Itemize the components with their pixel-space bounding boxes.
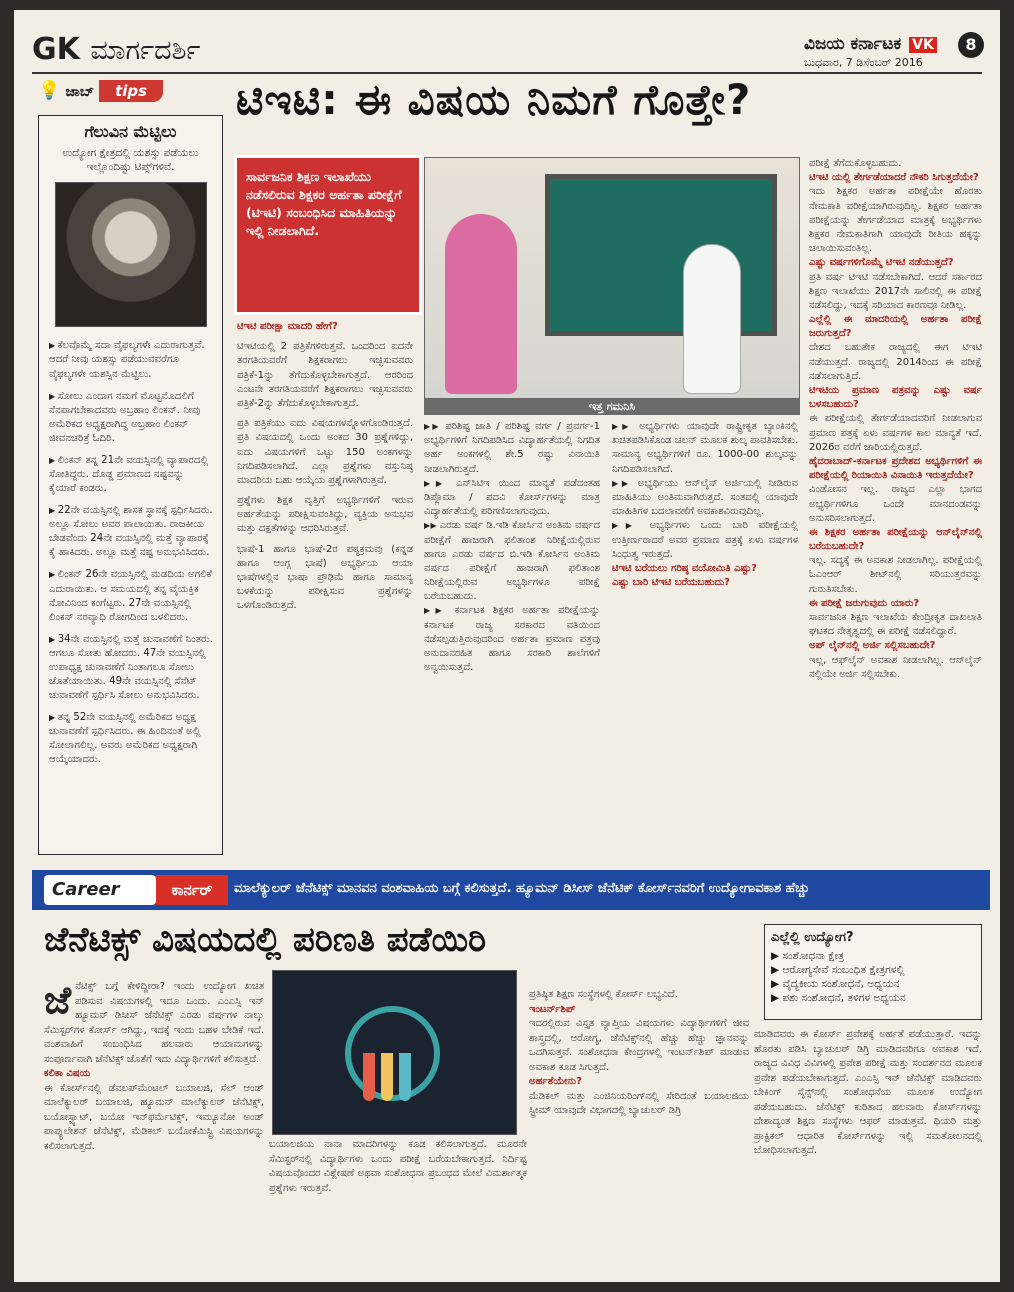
tip-item: ▶ ತನ್ನ 52ನೇ ವಯಸ್ಸಿನಲ್ಲಿ ಅಮೆರಿಕದ ಅಧ್ಯಕ್ಷ ಚುನಾವಣೆಗೆ ಸ್ಪರ್ಧಿಸಿದರು. ಈ ಹಿಂದಿನಂತೆ ಅಲ್ಲಿ ಸೋಲಾಗಲಿಲ್ಲ. ಅವರು ಅಮೆರಿಕದ ಅಧ್ಯಕ್ಷರಾಗಿ ಆಯ್ಕೆಯಾದರು.: [49, 711, 214, 767]
subheading: ಇಂಟರ್ನ್‌ಶಿಪ್: [529, 1003, 576, 1015]
classroom-photo: [424, 157, 800, 399]
answer: ಇಲ್ಲ. ಸದ್ಯಕ್ಕೆ ಈ ಅವಕಾಶ ನೀಡಲಾಗಿಲ್ಲ. ಪರೀಕ್ಷೆಯಲ್ಲಿ ಓಎಂಆರ್ ಶೀಟ್‌ನಲ್ಲಿ ಸರಿಯುತ್ತರವನ್ನು ಗುರುತಿಸಬೇಕು.: [809, 555, 982, 595]
tip-item: ▶ ಕೆಲವೊಮ್ಮೆ ಸದಾ ವೈಫಲ್ಯಗಳೇ ಎದುರಾಗುತ್ತವೆ. ಆದರೆ ನೀವು ಯಶಸ್ಸು ಪಡೆಯುವವರೆಗೂ ವೈಫಲ್ಯಗಳೇ ಯಶಸ್ಸಿನ ಮೆಟ್ಟಿಲು.: [49, 339, 214, 381]
main-headline: ಟಿಇಟಿ: ಈ ವಿಷಯ ನಿಮಗೆ ಗೊತ್ತೇ?: [236, 75, 752, 124]
gk-title: [32, 32, 200, 67]
article-column-mid: [237, 320, 413, 856]
test-tube-icon: [381, 1053, 393, 1101]
answer: ಇಲ್ಲ, ಆಫ್‌ಲೈನ್ ಅವಕಾಶ ನೀಡಲಾಗಿಲ್ಲ. ಆನ್‌ಲೈನ್ ನಲ್ಲಿಯೇ ಅರ್ಜಿ ಸಲ್ಲಿಸಬೇಕು.: [809, 654, 982, 680]
student-figure: [683, 244, 741, 394]
paragraph: ಮೆಡಿಕಲ್ ಮತ್ತು ಎಂಜಿನಿಯರಿಂಗ್‌ನಲ್ಲಿ ಸೇರಿದಂತೆ ಬಯಾಲಜಿಯ ಸ್ಟ್ರೀಮ್ ಯಾವುದೇ ವಿಭಾಗದಲ್ಲಿ ಬ್ಯಾಚುಲರ್ ಡಿಗ್ರಿ: [529, 1090, 749, 1116]
chalkboard: [545, 174, 777, 336]
job-tips-subtitle: ಉದ್ಯೋಗ ಕ್ಷೇತ್ರದಲ್ಲಿ ಯಶಸ್ಸು ಪಡೆಯಲು ಇಲ್ಲೊಂದಿಷ್ಟು ಟಿಪ್ಸ್‌ಗಳಿವೆ.: [62, 147, 199, 174]
photo-caption: ಇತ್ತ ಗಮನಿಸಿ: [424, 399, 800, 415]
answer: ದೇಶದ ಬಹುತೇಕ ರಾಜ್ಯದಲ್ಲಿ ಈಗ ಟಿಇಟಿ ನಡೆಯುತ್ತದೆ. ರಾಜ್ಯದಲ್ಲಿ 2014ರಿಂದ ಈ ಪರೀಕ್ಷೆ ನಡೆಸಲಾಗುತ್ತಿದೆ.: [809, 342, 982, 382]
bullet-paragraph: ▶▶ ಅಭ್ಯರ್ಥಿಗಳು ಯಾವುದೇ ರಾಷ್ಟ್ರೀಕೃತ ಬ್ಯಾಂಕಿನಲ್ಲಿ ಖಚಿತಪಡಿಸಿಕೊಂಡ ಚಲನ್ ಮೂಲಕ ಶುಲ್ಕ ಪಾವತಿಸಬೇಕು. ಸಾಮಾನ್ಯ ಅಭ್ಯರ್ಥಿಗಳಿಗೆ ರೂ. 1000-00 ಶುಲ್ಕವನ್ನು ನಿಗದಿಪಡಿಸಲಾಗಿದೆ.: [612, 420, 798, 477]
question: ಎಲ್ಲೆಲ್ಲಿ ಈ ಮಾದರಿಯಲ್ಲಿ ಅರ್ಹತಾ ಪರೀಕ್ಷೆ ಜರುಗುತ್ತದೆ?: [809, 314, 982, 340]
paper-name: [804, 34, 937, 54]
genetics-column-3: [529, 988, 749, 1266]
answer: ಈ ಪರೀಕ್ಷೆಯಲ್ಲಿ ತೇರ್ಗಡೆಯಾದವರಿಗೆ ನೀಡಲಾಗುವ ಪ್ರಮಾಣ ಪತ್ರಕ್ಕೆ ಏಳು ವರ್ಷಗಳ ಕಾಲ ಮಾನ್ಯತೆ ಇದೆ. 2026ರ ವರೆಗೆ ಜಾರಿಯಲ್ಲಿರುತ್ತದೆ.: [809, 413, 982, 453]
tip-item: ▶ ಲಿಂಕನ್ ತನ್ನ 21ನೇ ವಯಸ್ಸಿನಲ್ಲಿ ವ್ಯಾಪಾರದಲ್ಲಿ ಸೋತಿದ್ದರು. ದೊಡ್ಡ ಪ್ರಮಾಣದ ನಷ್ಟವನ್ನು ಕೈಯಾರೆ ಕಂಡರು.: [49, 454, 214, 496]
jobs-where-title: ಎಲ್ಲೆಲ್ಲಿ ಉದ್ಯೋಗ?: [771, 930, 854, 945]
article-column-bottom-right: [612, 420, 798, 856]
question: ಈ ಪರೀಕ್ಷೆ ಜರುಗುವುದು ಯಾರು?: [809, 597, 920, 609]
jobs-where-item: ▶ ಸಂಶೋಧನಾ ಕ್ಷೇತ್ರ: [771, 949, 845, 962]
career-tag: ಕಾರ್ನರ್: [156, 875, 228, 905]
job-tips-bullets: [49, 339, 214, 767]
tip-item: ▶ 22ನೇ ವಯಸ್ಸಿನಲ್ಲಿ ಶಾಸಕ ಸ್ಥಾನಕ್ಕೆ ಸ್ಪರ್ಧಿಸಿದರು. ಅಲ್ಲೂ ಸೋಲು ಅವರ ಪಾಲಾಯಿತು. ರಾಜಕೀಯ ಬೇಡವೆಂದು 24ನೇ ವಯಸ್ಸಿನಲ್ಲಿ ಮತ್ತೆ ವ್ಯಾಪಾರಕ್ಕೆ ಕೈ ಹಾಕಿದರು. ಅಲ್ಲೂ ಮತ್ತೆ ನಷ್ಟ ಅನುಭವಿಸಿದರು.: [49, 504, 214, 560]
jobs-where-item: ▶ ಪಶು ಸಂಶೋಧನೆ, ತಳಿಗಳ ಅಧ್ಯಯನ: [771, 992, 906, 1005]
paragraph: ಭಾಷೆ-1 ಹಾಗೂ ಭಾಷೆ-2ರ ಪಠ್ಯಕ್ರಮವು (ಕನ್ನಡ ಹಾಗೂ ಆಂಗ್ಲ ಭಾಷೆ) ಅಭ್ಯರ್ಥಿಯ ಆಯಾ ಭಾಷೆಗಳಲ್ಲಿನ ಭಾಷಾ ಪ್ರೌಢಿಮೆ ಹಾಗೂ ಸಾಮಾನ್ಯ ಬಳಕೆಯನ್ನು ಪರೀಕ್ಷಿಸುವ ಪ್ರಶ್ನೆಗಳನ್ನು ಒಳಗೊಂಡಿರುತ್ತದೆ.: [237, 543, 413, 612]
paper-title: ವಿಜಯ ಕರ್ನಾಟಕ: [804, 34, 902, 54]
tips-tag: tips: [99, 80, 163, 102]
paragraph: ಪ್ರತಿಷ್ಠಿತ ಶಿಕ್ಷಣ ಸಂಸ್ಥೆಗಳಲ್ಲಿ ಕೋರ್ಸ್ ಲಭ್ಯವಿದೆ.: [529, 989, 678, 1000]
paper-badge: VK: [909, 37, 937, 53]
tip-item: ▶ ಸೋಲು ಎಂದಾಗ ನಮಗೆ ಮೊಟ್ಟಮೊದಲಿಗೆ ನೆನಪಾಗಬೇಕಾದವರು ಅಬ್ರಹಾಂ ಲಿಂಕನ್. ನೀವು ಅಮೆರಿಕದ ಅಧ್ಯಕ್ಷರಾಗಿದ್ದ ಅಬ್ರಹಾಂ ಲಿಂಕನ್ ಜೀವನಚರಿತ್ರೆ ಓದಿರಿ.: [49, 390, 214, 446]
paragraph: ಈ ಕೋರ್ಸ್‌ನಲ್ಲಿ ಡೆವಲಪ್‌ಮೆಂಟಲ್ ಬಯಾಲಜಿ, ಸೆಲ್ ಆಂಡ್ ಮಾಲೆಕ್ಯುಲರ್ ಬಯಾಲಜಿ, ಹ್ಯೂಮನ್ ಮಾಲೆಕ್ಯುಲರ್ ಜೆನೆಟಿಕ್ಸ್, ಬಯೋಸ್ಟ್ಯಾಟ್, ಬಯೋ ಇನ್‌ಫರ್ಮೆಟಿಕ್ಸ್, ಇಮ್ಯೂನೋ ಅಂಡ್ ಪಾಪ್ಯುಲೇಶನ್ ಜೆನೆಟಿಕ್ಸ್, ಮೆಡಿಕಲ್ ಬಯೋಕೆಮಿಸ್ಟ್ರಿ ವಿಷಯಗಳನ್ನು ಕಲಿಸಲಾಗುತ್ತದೆ.: [44, 1082, 264, 1152]
tip-item: ▶ ಲಿಂಕನ್ 26ನೇ ವಯಸ್ಸಿನಲ್ಲಿ ಮಡದಿಯ ಅಗಲಿಕೆ ಎದುರಾಯಿತು. ಆ ಸಮಯದಲ್ಲಿ ತನ್ನ ವೈಯಕ್ತಿಕ ನೋವಿನಿಂದ ಕಂಗೆಟ್ಟರು. 27ನೇ ವಯಸ್ಸಿನಲ್ಲಿ ಲಿಂಕನ್ ನರವ್ಯಾಧಿ ರೋಗದಿಂದ ಬಳಲಿದರು.: [49, 568, 214, 624]
jobs-where-item: ▶ ವೈದ್ಯಕೀಯ ಸಂಶೋಧನೆ, ಅಧ್ಯಯನ: [771, 977, 900, 990]
question: ಟಿಇಟಿಯ ಪ್ರಮಾಣ ಪತ್ರವನ್ನು ಎಷ್ಟು ವರ್ಷ ಬಳಸಬಹುದು?: [809, 385, 982, 411]
gk-label: GK: [32, 32, 80, 67]
intro-text: ನೆಟಿಕ್ಸ್ ಬಗ್ಗೆ ಕೇಳಿದ್ದೀರಾ? ಇಂದು ಉದ್ಯೋಗ ಖಚಿತ ಪಡಿಸುವ ವಿಷಯಗಳಲ್ಲಿ ಇದೂ ಒಂದು. ಎಂಎಸ್ಸಿ ಇನ್ ಹ್ಯೂಮನ್ ಡಿಸೀಸ್ ಜೆನೆಟಿಕ್ಸ್ ಎರಡು ವರ್ಷಗಳ ನಾಲ್ಕು ಸೆಮಿಸ್ಟರ್‌ಗಳ ಕೋರ್ಸ್ ಆಗಿದ್ದು, ಇದಕ್ಕೆ ಇಂದು ಬಹಳ ಬೇಡಿಕೆ ಇದೆ. ವಂಶವಾಹಿಗೆ ಸಂಬಂಧಿಸಿದ ಹಲವಾರು ಆಯಾಮಗಳನ್ನು ಸಂಪೂರ್ಣವಾಗಿ ಜೆನೆಟಿಕ್ಸ್ ಜೊತೆಗೆ ಇದು ವಿದ್ಯಾರ್ಥಿಗಳಿಗೆ ಕಲಿಸುತ್ತದೆ.: [44, 981, 264, 1065]
question: ಹೈದರಾಬಾದ್-ಕರ್ನಾಟಕ ಪ್ರದೇಶದ ಅಭ್ಯರ್ಥಿಗಳಿಗೆ ಈ ಪರೀಕ್ಷೆಯಲ್ಲಿ ರಿಯಾಯಿತಿ ವಿನಾಯಿತಿ ಇರುತ್ತದೆಯೇ?: [809, 455, 982, 482]
dropcap: ಜೆ: [44, 980, 72, 1022]
job-label: ಜಾಬ್: [65, 84, 94, 100]
subheading: ಅರ್ಹತೆಯೇನು?: [529, 1076, 582, 1087]
job-tips-header: [38, 80, 220, 112]
answer: ಇದು ಶಿಕ್ಷಕರ ಅರ್ಹತಾ ಪರೀಕ್ಷೆಯೇ ಹೊರತು ನೇಮಕಾತಿ ಪರೀಕ್ಷೆಯಾಗಿರುವುದಿಲ್ಲ. ಶಿಕ್ಷಕರ ಅರ್ಹತಾ ಪರೀಕ್ಷೆಯನ್ನು ತೇರ್ಗಡೆಯಾದ ಮಾತ್ರಕ್ಕೆ ಅಭ್ಯರ್ಥಿಗಳು ಶಿಕ್ಷಕರ ನೇಮಕಾತಿಗಾಗಿ ಯಾವುದೇ ರೀತಿಯ ಹಕ್ಕನ್ನು ಚಲಾಯಿಸುವಂತಿಲ್ಲ.: [809, 186, 982, 255]
article-column-right: [809, 157, 982, 857]
bulb-icon: 💡: [38, 80, 61, 101]
genetics-column-1: [44, 980, 264, 1266]
paragraph: ಪ್ರತಿ ಪತ್ರಿಕೆಯು ಐದು ವಿಷಯಗಳನ್ನೊಳಗೊಂಡಿರುತ್ತದೆ. ಪ್ರತಿ ವಿಷಯದಲ್ಲಿ ಒಂದು ಅಂಕದ 30 ಪ್ರಶ್ನೆಗಳಿದ್ದು, ಐದು ವಿಷಯಗಳಿಗೆ ಒಟ್ಟು 150 ಅಂಕಗಳನ್ನು ನಿಗದಿಪಡಿಸಲಾಗಿದೆ. ಎಲ್ಲಾ ಪ್ರಶ್ನೆಗಳು ವಸ್ತುನಿಷ್ಠ ಮಾದರಿಯ ಬಹು ಆಯ್ಕೆಯ ಪ್ರಶ್ನೆಗಳಾಗಿರುತ್ತವೆ.: [237, 418, 413, 486]
bullet-paragraph: ▶▶ ಅಭ್ಯರ್ಥಿಗಳು ಒಂದು ಬಾರಿ ಪರೀಕ್ಷೆಯಲ್ಲಿ ಉತ್ತೀರ್ಣರಾದರೆ ಅವರ ಪ್ರಮಾಣ ಪತ್ರಕ್ಕೆ ಏಳು ವರ್ಷಗಳ ಸಿಂಧುತ್ವ ಇರುತ್ತದೆ.: [612, 519, 798, 562]
test-tube-icon: [399, 1053, 411, 1101]
test-tube-icon: [363, 1053, 375, 1101]
question: ಎಷ್ಟು ಬಾರಿ ಟಿಇಟಿ ಬರೆಯಬಹುದು?: [612, 577, 730, 589]
bullet-paragraph: ▶▶ ಅಭ್ಯರ್ಥಿಯು ಆನ್‌ಲೈನ್ ಅರ್ಜಿಯಲ್ಲಿ ನೀಡಿರುವ ಮಾಹಿತಿಯು ಅಂತಿಮವಾಗಿರುತ್ತದೆ. ಸಂತದಲ್ಲಿ ಯಾವುದೇ ಮಾಹಿತಿಗಳ ಬದಲಾವಣೆಗೆ ಅವಕಾಶವಿರುವುದಿಲ್ಲ.: [612, 477, 798, 520]
paragraph: ಪ್ರಶ್ನೆಗಳು ಶಿಕ್ಷಕ ವೃತ್ತಿಗೆ ಅಭ್ಯರ್ಥಿಗಳಿಗೆ ಇರುವ ಅರ್ಹತೆಯನ್ನು ಪರೀಕ್ಷಿಸುವಂತಿದ್ದು, ವ್ಯಕ್ತಿಯ ಅನುಭವ ಮತ್ತು ದಕ್ಷತೆಗಳನ್ನು ಆಧರಿಸಿರುತ್ತವೆ.: [237, 495, 413, 535]
paragraph: ಇದರಲ್ಲಿರುವ ವಿಸ್ತೃತ ವ್ಯಾಪ್ತಿಯ ವಿಷಯಗಳು ವಿದ್ಯಾರ್ಥಿಗಳಿಗೆ ಜೀವ ಶಾಸ್ತ್ರದಲ್ಲಿ, ಆರೋಗ್ಯ, ಜೆನೆಟಿಕ್ಸ್‌ನಲ್ಲಿ ಹೆಚ್ಚು ಹೆಚ್ಚು ಜ್ಞಾನವನ್ನು ಒದಗಿಸುತ್ತವೆ. ಸಂಶೋಧನಾ ಕೇಂದ್ರಗಳಲ್ಲಿ ಇಂಟರ್ನ್‌ಶಿಪ್ ಮಾಡುವ ಅವಕಾಶ ಕೂಡ ಸಿಗುತ್ತದೆ.: [529, 1018, 749, 1073]
teacher-figure: [445, 214, 517, 394]
paragraph: ಟಿಇಟಿಯಲ್ಲಿ 2 ಪತ್ರಿಕೆಗಳಿರುತ್ತವೆ. ಒಂದರಿಂದ ಐದನೇ ತರಗತಿಯವರೆಗೆ ಶಿಕ್ಷಕರಾಗಲು ಇಚ್ಛಿಸುವವರು ಪತ್ರಿಕೆ-1ನ್ನು ತೆಗೆದುಕೊಳ್ಳಬೇಕಾಗುತ್ತದೆ. ಆರರಿಂದ ಎಂಟನೇ ತರಗತಿಯವರೆಗೆ ಶಿಕ್ಷಕರಾಗಲು ಇಚ್ಛಿಸುವವರು ಪತ್ರಿಕೆ-2ನ್ನು ತೆಗೆದುಕೊಳ್ಳಬೇಕಾಗುತ್ತದೆ.: [237, 341, 413, 409]
subheading: ಟಿಇಟಿ ಪರೀಕ್ಷಾ ಮಾದರಿ ಹೇಗೆ?: [237, 321, 338, 332]
jobs-where-item: ▶ ಆರೋಗ್ಯಸೇವೆ ಸಂಬಂಧಿತ ಕ್ಷೇತ್ರಗಳಲ್ಲಿ: [771, 963, 905, 976]
bullet-paragraph: ▶▶ ಎನ್‌ಸಿಟಿಇ ಯಿಂದ ಮಾನ್ಯತೆ ಪಡೆದಂತಹ ಡಿಪ್ಲೊಮಾ / ಪದವಿ ಕೋರ್ಸ್‌ಗಳನ್ನು ಮಾತ್ರ ವಿದ್ಯಾರ್ಹತೆಯಲ್ಲಿ ಪರಿಗಣಿಸಲಾಗುವುದು.: [424, 477, 600, 520]
question: ಎಷ್ಟು ವರ್ಷಗಳಿಗೊಮ್ಮೆ ಟಿಇಟಿ ನಡೆಯುತ್ತದೆ?: [809, 257, 954, 269]
answer: ವಿಂಡೋಸನ ಇಲ್ಲ. ರಾಜ್ಯದ ಎಲ್ಲಾ ಭಾಗದ ಅಭ್ಯರ್ಥಿಗಳಿಗೂ ಒಂದೇ ಮಾನದಂಡವನ್ನು ಅನುಸರಿಸಲಾಗುತ್ತದೆ.: [809, 484, 982, 524]
answer: ಪ್ರತಿ ವರ್ಷ ಟಿಇಟಿ ನಡೆಸಬೇಕಾಗಿದೆ. ಆದರೆ ಸರ್ಕಾರದ ಶಿಕ್ಷಣ ಇಲಾಖೆಯು 2017ನೇ ಸಾಲಿನಲ್ಲಿ ಈ ಪರೀಕ್ಷೆ ನಡೆಸಲಿದ್ದು, ಇದಕ್ಕೆ ಸರಿಯಾದ ಕಾರಣವೂ ನೀಡಿಲ್ಲ.: [809, 271, 982, 311]
article-column-bottom-left: [424, 420, 600, 856]
job-tips-box: [38, 115, 223, 855]
question: ಈ ಶಿಕ್ಷಕರ ಅರ್ಹತಾ ಪರೀಕ್ಷೆಯನ್ನು ಆನ್‌ಲೈನ್‌ನಲ್ಲಿ ಬರೆಯಬಹುದೇ?: [809, 526, 982, 553]
bullet-paragraph: ▶▶ ಎರಡು ವರ್ಷ ಡಿ.ಇಡಿ ಕೋರ್ಸಿನ ಅಂತಿಮ ವರ್ಷದ ಪರೀಕ್ಷೆಗೆ ಹಾಜರಾಗಿ ಫಲಿತಾಂಶ ನಿರೀಕ್ಷೆಯಲ್ಲಿರುವ ಹಾಗೂ ಎರಡು ವರ್ಷದ ಬಿ.ಇಡಿ ಕೋರ್ಸಿನ ಅಂತಿಮ ವರ್ಷದ ಪರೀಕ್ಷೆಗೆ ಹಾಜರಾಗಿ ಫಲಿತಾಂಶ ನಿರೀಕ್ಷೆಯಲ್ಲಿರುವ ಅಭ್ಯರ್ಥಿಗಳೂ ಪರೀಕ್ಷೆ ಬರೆಯಬಹುದು.: [424, 519, 600, 604]
bullet-paragraph: ▶▶ ಪರಿಶಿಷ್ಟ ಜಾತಿ / ಪರಿಶಿಷ್ಟ ವರ್ಗ / ಪ್ರವರ್ಗ-1 ಅಭ್ಯರ್ಥಿಗಳಿಗೆ ನಿಗದಿಪಡಿಸಿದ ವಿದ್ಯಾರ್ಹತೆಯಲ್ಲಿ ನಿಗದಿತ ಅರ್ಹ ಅಂಕಗಳಲ್ಲಿ ಶೇ.5 ರಷ್ಟು ವಿನಾಯಿತಿ ನೀಡಲಾಗಿರುತ್ತದೆ.: [424, 420, 600, 477]
publication-date: ಬುಧವಾರ, 7 ಡಿಸೆಂಬರ್ 2016: [804, 56, 923, 69]
genetics-column-2: ಬಯಾಲಜಿಯ ನಾನಾ ಮಾದರಿಗಳನ್ನು ಕೂಡ ಕಲಿಸಲಾಗುತ್ತದೆ. ಮೂರನೇ ಸೆಮಿಸ್ಟರ್‌ನಲ್ಲಿ ವಿದ್ಯಾರ್ಥಿಗಳು ಒಂದು ಪರೀಕ್ಷೆ ಬರೆಯಬೇಕಾಗುತ್ತದೆ. ನಿರ್ದಿಷ್ಟ ವಿಷಯವೊಂದರ ವಿಶ್ಲೇಷಣೆ ಅಥವಾ ಸಂಶೋಧನಾ ಪ್ರಬಂಧದ ಮೇಲೆ ವಿಮರ್ಶಾತ್ಮಕ ಪ್ರಶ್ನೆಗಳು ಇರುತ್ತವೆ.: [269, 1139, 527, 1194]
lincoln-portrait: [55, 182, 207, 327]
newspaper-page: [14, 10, 1000, 1282]
question: ಟಿಇಟಿ ಬರೆಯಲು ಗರಿಷ್ಠ ವಯೋಮಿತಿ ಎಷ್ಟು?: [612, 562, 757, 574]
genetics-column-4: ಮಾಡಿದವರು ಈ ಕೋರ್ಸ್ ಪ್ರವೇಶಕ್ಕೆ ಅರ್ಹತೆ ಪಡೆಯುತ್ತಾರೆ. ಇದನ್ನು ಹೊರತು ಪಡಿಸಿ ಬ್ಯಾಚುಲರ್ ಡಿಗ್ರಿ ಮಾಡಿದವರಿಗೂ ಅವಕಾಶ ಇದೆ. ರಾಜ್ಯದ ವಿವಿಧ ವಿವಿಗಳಲ್ಲಿ ಪ್ರವೇಶ ಪರೀಕ್ಷೆ ಮತ್ತು ಸಂದರ್ಶನದ ಮೂಲಕ ಪ್ರವೇಶ ಪಡೆಯಬೇಕಾಗುತ್ತದೆ. ಎಂಎಸ್ಸಿ ಇನ್ ಜೆನೆಟಿಕ್ಸ್ ಮಾಡಿದವರು ಬೇಕಿಂಗ್ ಸೈನ್ಸ್‌ನಲ್ಲಿ ಸಂಶೋಧನೆಯ ಮೂಲಕ ಉದ್ಯೋಗ ಪಡೆಯಬಹುದು. ಜೆನೆಟಿಕ್ಸ್ ಕುರಿತಾದ ಹಲವಾರು ಕೋರ್ಸ್‌ಗಳನ್ನು ದೇಶಾದ್ಯಂತ ಶಿಕ್ಷಣ ಸಂಸ್ಥೆಗಳು ಆಫರ್ ಮಾಡುತ್ತವೆ. ಥಿಯರಿ ಮತ್ತು ಪ್ರಾಕ್ಟಿಕಲ್ ಆಧಾರಿತ ಕೋರ್ಸ್‌ಗಳನ್ನು ಇಲ್ಲಿ ಸಮತೋಲನದಲ್ಲಿ ಬೋಧಿಸಲಾಗುತ್ತದೆ.: [754, 1029, 982, 1156]
genetics-headline: ಜೆನೆಟಿಕ್ಸ್ ವಿಷಯದಲ್ಲಿ ಪರಿಣತಿ ಪಡೆಯಿರಿ: [44, 920, 487, 960]
job-tips-title: ಗೆಲುವಿನ ಮೆಟ್ಟಿಲು: [84, 122, 177, 141]
paragraph: ಪರೀಕ್ಷೆ ತೆಗೆದುಕೊಳ್ಳಬಹುದು.: [809, 158, 902, 169]
jobs-where-box: [764, 924, 982, 1020]
question: ಅಪ್ ಲೈನ್‌ನಲ್ಲಿ ಅರ್ಜಿ ಸಲ್ಲಿಸಬಹುದೇ?: [809, 640, 936, 652]
genetics-illustration: [272, 970, 517, 1135]
intro-box: ಸಾರ್ವಜನಿಕ ಶಿಕ್ಷಣ ಇಲಾಖೆಯು ನಡೆಸಲಿರುವ ಶಿಕ್ಷಕರ ಅರ್ಹತಾ ಪರೀಕ್ಷೆಗೆ (ಟಿಇಟಿ) ಸಂಬಂಧಿಸಿದ ಮಾಹಿತಿಯನ್ನು ಇಲ್ಲಿ ನೀಡಲಾಗಿದೆ.: [234, 155, 422, 315]
answer: ಸಾರ್ವಜನಿಕ ಶಿಕ್ಷಣ ಇಲಾಖೆಯ ಕೇಂದ್ರೀಕೃತ ದಾಖಲಾತಿ ಘಟಕದ ನೇತೃತ್ವದಲ್ಲಿ ಈ ಪರೀಕ್ಷೆ ನಡೆಸಲಿದ್ದಾರೆ.: [809, 612, 982, 638]
section-name: ಮಾರ್ಗದರ್ಶಿ: [90, 35, 201, 66]
subheading: ಕಲಿಕಾ ವಿಷಯ: [44, 1068, 91, 1079]
career-banner-text: ಮಾಲೆಕ್ಯುಲರ್ ಜೆನೆಟಿಕ್ಸ್ ಮಾನವನ ವಂಶವಾಹಿಯ ಬಗ್ಗೆ ಕಲಿಸುತ್ತದೆ. ಹ್ಯೂಮನ್ ಡಿಸೀಸ್ ಜೆನೆಟಿಕ್ ಕೋರ್ಸ್‌ನವರಿಗೆ ಉದ್ಯೋಗಾವಕಾಶ ಹೆಚ್ಚು: [234, 881, 810, 896]
bullet-paragraph: ▶▶ ಕರ್ನಾಟಕ ಶಿಕ್ಷಕರ ಅರ್ಹತಾ ಪರೀಕ್ಷೆಯನ್ನು ಕರ್ನಾಟಕ ರಾಜ್ಯ ಸರಕಾರದ ವತಿಯಿಂದ ನಡೆಸಲ್ಪಡುತ್ತಿರುವುದರಿಂದ ಅರ್ಹತಾ ಪ್ರಮಾಣ ಪತ್ರವು ಅನುದಾನರಹಿತ ಹಾಗೂ ಸರಕಾರಿ ಶಾಲೆಗಳಿಗೆ ಅನ್ವಯಿಸುತ್ತದೆ.: [424, 604, 600, 675]
tip-item: ▶ 34ನೇ ವಯಸ್ಸಿನಲ್ಲಿ ಮತ್ತೆ ಚುನಾವಣೆಗೆ ನಿಂತರು. ಆಗಲೂ ಸೋತು ಹೋದರು. 47ನೇ ವಯಸ್ಸಿನಲ್ಲಿ ಉಪಾಧ್ಯಕ್ಷ ಚುನಾವಣೆಗೆ ನಿಂತಾಗಲೂ ಸೋಲು ಜೊತೆಯಾಯಿತು. 49ನೇ ವಯಸ್ಸಿನಲ್ಲಿ ಸೆನೆಟ್ ಚುನಾವಣೆಗೆ ಸ್ಪರ್ಧಿಸಿ ಸೋಲು ಅನುಭವಿಸಿದರು.: [49, 633, 214, 703]
question: ಟಿಇಟಿ ಯಲ್ಲಿ ತೇರ್ಗಡೆಯಾದರೆ ನೌಕರಿ ಸಿಗುತ್ತದೆಯೇ?: [809, 172, 979, 184]
career-label: Career: [44, 875, 156, 905]
intro-paragraph: [44, 980, 264, 1067]
page-number-badge: 8: [958, 32, 984, 58]
header-divider: [32, 72, 982, 74]
